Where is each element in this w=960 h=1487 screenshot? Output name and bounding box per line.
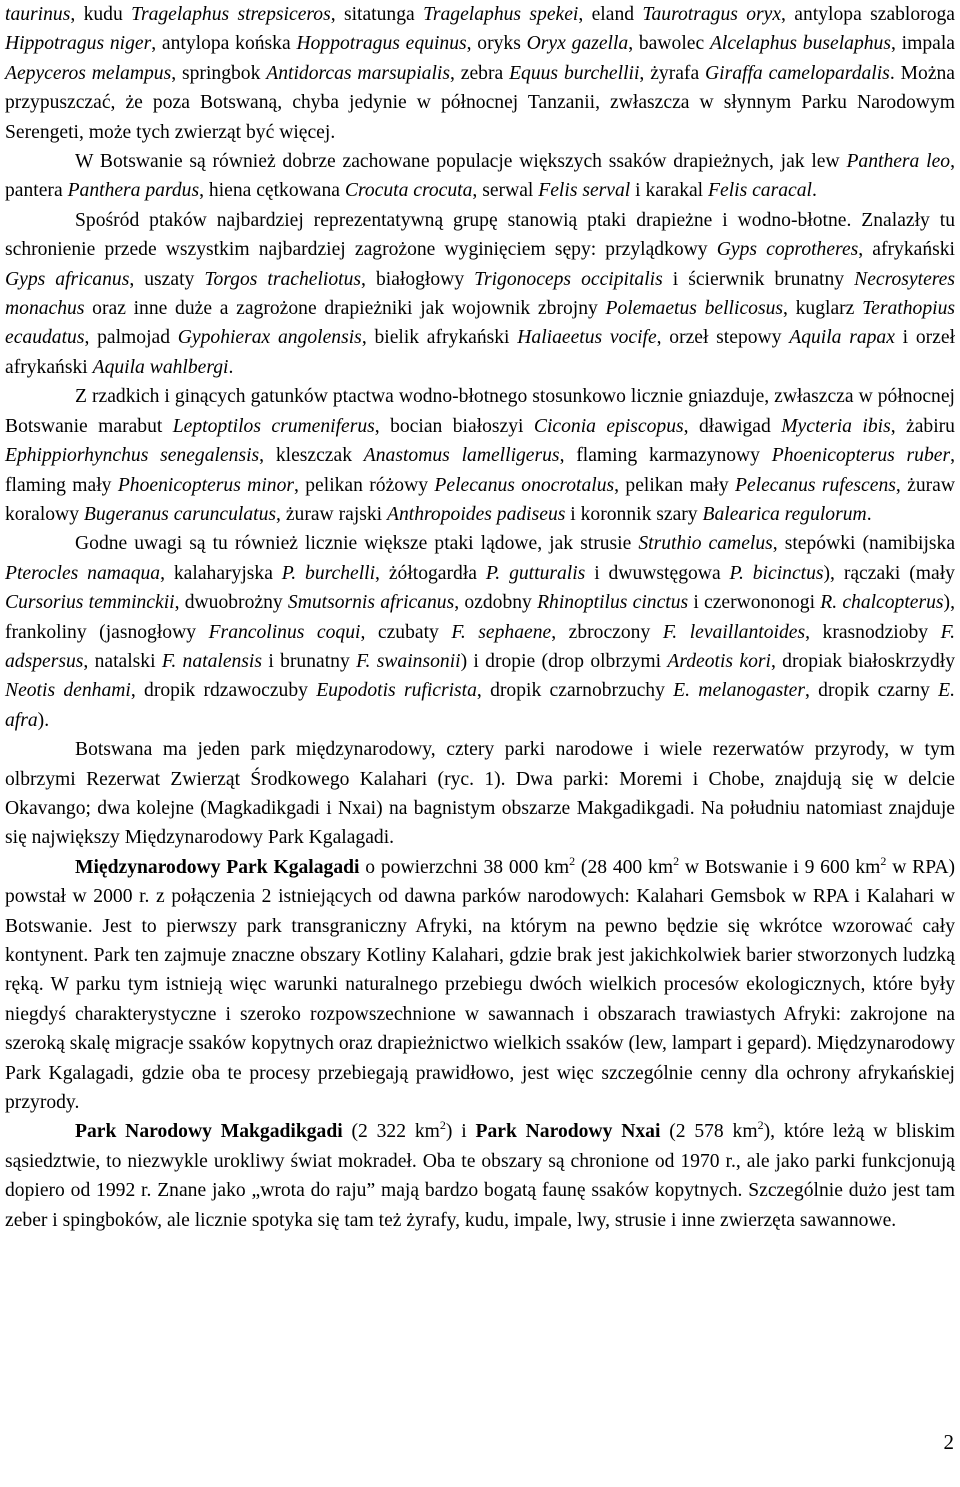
text-run: , natalski [83,650,162,672]
text-run: , impala [890,33,955,55]
text-run: , zbroczony [551,621,663,643]
italic-text: Panthera pardus [67,180,200,202]
superscript: 2 [880,853,887,868]
text-run: , oryks [466,33,527,55]
text-run: , żuraw koralowy [5,474,956,525]
italic-text: F. adspersus [5,621,955,672]
superscript: 2 [569,853,576,868]
italic-text: Equus burchellii [509,62,640,84]
italic-text: Smutsornis africanus [287,592,455,614]
text-run: , stepówki (namibijska [772,533,956,555]
text-run: , kleszczak [259,445,364,467]
text-run: , palmojad [84,327,178,349]
text-run: , flaming mały [5,445,956,496]
italic-text: P. burchelli [281,562,376,584]
text-run: (2 322 km [342,1121,440,1143]
paragraph [5,206,955,382]
italic-text: Leptoptilos crumeniferus [172,415,375,437]
italic-text: P. gutturalis [485,562,586,584]
page-number: 2 [943,1430,954,1454]
text-run: , hiena cętkowana [199,180,345,202]
italic-text: Hoppotragus equinus [296,33,467,55]
italic-text: E. melanogaster [673,680,805,702]
text-run: , żyrafa [639,62,706,84]
italic-text: Balearica regulorum [702,503,867,525]
text-run: ), frankoliny (jasnogłowy [5,592,955,643]
text-run: ). [37,709,50,731]
italic-text: E. afra [5,680,955,731]
superscript: 2 [673,853,680,868]
italic-text: Tragelaphus strepsiceros [131,4,331,25]
text-run: . [866,503,872,525]
italic-text: Torgos tracheliotus [204,268,362,290]
text-run: , białogłowy [361,268,475,290]
text-run: , flaming karmazynowy [559,445,772,467]
italic-text: Cursorius temminckii [5,592,175,614]
text-run: w Botswanie i 9 600 km [679,856,881,878]
italic-text: Tragelaphus spekei [423,4,579,25]
text-run: , sitatunga [330,4,424,25]
text-run: oraz inne duże a zagrożone drapieżniki jak wojownik zbrojny [84,298,606,320]
text-run: ), rączaki (mały [823,562,955,584]
text-run: , afrykański [858,239,956,261]
italic-text: Francolinus coqui [208,621,361,643]
text-run: , kudu [70,4,132,25]
text-run: , dławigad [683,415,782,437]
italic-text: Hippotragus niger [5,33,152,55]
italic-text: Gypohierax angolensis [177,327,362,349]
superscript: 2 [439,1118,446,1133]
document-body [5,0,955,1235]
paragraph [5,1117,955,1235]
text-run: , orzeł stepowy [656,327,790,349]
paragraph [5,735,955,853]
italic-text: Taurotragus oryx [642,4,782,25]
text-run: , serwal [472,180,539,202]
text-run: , ozdobny [454,592,538,614]
paragraph [5,382,955,529]
italic-text: Felis caracal [708,180,812,202]
paragraph [5,853,955,1118]
italic-text: Anastomus lamelligerus [363,445,560,467]
italic-text: Pelecanus onocrotalus [434,474,615,496]
bold-heading-text: Park Narodowy Nxai [475,1121,661,1143]
text-run: o powierzchni 38 000 km [359,856,570,878]
italic-text: Neotis denhami [5,680,131,702]
italic-text: Phoenicopterus ruber [771,445,951,467]
text-run: ), które leżą w bliskim sąsiedztwie, to niezwykle urokliwy świat mokradeł. Oba te obszary są chronione od 1970 r., ale jako parki funkcjonują dopiero od 1992 r. Znane jako „wrota do raju” mają bardzo bogatą faunę ssaków kopytnych. Szczególnie dużo jest tam zeber i spingboków, ale licznie spotyka się tam też żyrafy, kudu, impale, lwy, strusie i inne zwierzęta sawannowe. [5,1121,956,1231]
text-run: , springbok [171,62,267,84]
bold-heading-text: Park Narodowy Makgadikgadi [75,1121,343,1143]
text-run: ) i [445,1121,476,1143]
text-run: , kalaharyjska [160,562,282,584]
text-run: . [228,356,234,378]
text-run: i brunatny [262,650,357,672]
text-run: , uszaty [129,268,205,290]
bold-heading-text: Międzynarodowy Park Kgalagadi [75,856,360,878]
text-run: w RPA) powstał w 2000 r. z połączenia 2 istniejących od dawna parków narodowych: Kalahari Gemsbok w RPA i Kalahari w Botswanie. Jest to pierwszy park transgraniczny Afryki, na którym na pewno będzie się wkrótce wzorować cały kontynent. Park ten zajmuje znaczne obszary Kotliny Kalahari, gdzie brak jest jakichkolwiek barier stworzonych ludzką ręką. W parku tym istnieją więc warunki naturalnego przebiegu dwóch wielkich procesów ekologicznych, które były niegdyś charakterystyczne i szeroko rozpowszechnione w sawannach i obszarach trawiastych Afryki: zakrojone na szeroką skalę migracje ssaków kopytnych oraz drapieżnictwo wielkich ssaków (lew, lampart i gepard). Międzynarodowy Park Kgalagadi, gdzie oba te procesy przebiegają prawidłowo, jest więc szczególnie cenny dla ochrony afrykańskiej przyrody. [5,856,955,1114]
text-run: i orzeł afrykański [5,327,956,378]
italic-text: Terathopius ecaudatus [5,298,955,349]
text-run: , eland [578,4,643,25]
superscript: 2 [757,1118,764,1133]
italic-text: Panthera leo [846,151,951,173]
text-run: . [811,180,817,202]
text-run: i czerwononogi [688,592,821,614]
italic-text: Giraffa camelopardalis [705,62,890,84]
italic-text: Felis serval [538,180,631,202]
text-run: , dropik rdzawoczuby [130,680,317,702]
text-run: , dropik czarny [804,680,939,702]
italic-text: F. levaillantoides [662,621,806,643]
italic-text: Trigonoceps occipitalis [474,268,663,290]
italic-text: Crocuta crocuta [344,180,473,202]
italic-text: F. natalensis [161,650,263,672]
italic-text: Pelecanus rufescens [735,474,896,496]
italic-text: P. bicinctus [729,562,824,584]
text-run: , dropik czarnobrzuchy [476,680,674,702]
text-run: . Można przypuszczać, że poza Botswaną, chyba jedynie w północnej Tanzanii, zwłaszcza w słynnym Parku Narodowym Serengeti, może tych zwierząt być więcej. [5,62,956,143]
italic-text: Oryx gazella [526,33,629,55]
text-run: , dropiak białoskrzydły [770,650,955,672]
italic-text: F. sephaene [451,621,552,643]
text-run: , pantera [5,151,955,202]
text-run: , żółtogardła [375,562,486,584]
text-run: , bawolec [628,33,710,55]
italic-text: Ardeotis kori [667,650,771,672]
text-run: W Botswanie są również dobrze zachowane populacje większych ssaków drapieżnych, jak lew [75,151,847,173]
text-run: i dwuwstęgowa [585,562,730,584]
text-run: , krasnodzioby [805,621,941,643]
text-run: , antylopa szabloroga [781,4,955,25]
italic-text: Eupodotis ruficrista [316,680,477,702]
text-run: i karakal [630,180,709,202]
text-run: (2 578 km [660,1121,758,1143]
text-run: ) i dropie (drop olbrzymi [460,650,668,672]
text-run: Z rzadkich i ginących gatunków ptactwa wodno-błotnego stosunkowo licznie gniazduje, zwłaszcza w północnej Botswanie marabut [5,386,955,437]
paragraph [5,0,955,147]
text-run: , żabiru [890,415,955,437]
italic-text: R. chalcopterus [820,592,944,614]
text-run: , antylopa końska [151,33,297,55]
paragraph [5,147,955,206]
text-run: , kuglarz [783,298,863,320]
text-run: , żuraw rajski [276,503,388,525]
italic-text: Gyps africanus [5,268,130,290]
text-run: Spośród ptaków najbardziej reprezentatywną grupę stanowią ptaki drapieżne i wodno-błotne. Znalazły tu schronienie przede wszystkim najbardziej zagrożone wyginięciem sępy: przylądkowy [5,209,955,261]
text-run: , czubaty [360,621,452,643]
italic-text: Aepyceros melampus [5,62,172,84]
text-run: (28 400 km [575,856,674,878]
text-run: , bielik afrykański [361,327,518,349]
italic-text: Struthio camelus [638,533,773,555]
italic-text: Aquila wahlbergi [92,356,229,378]
italic-text: Phoenicopterus minor [117,474,294,496]
italic-text: Polemaetus bellicosus [605,298,783,320]
italic-text: Antidorcas marsupialis [266,62,450,84]
italic-text: Ciconia episcopus [533,415,684,437]
text-run: Botswana ma jeden park międzynarodowy, cztery parki narodowe i wiele rezerwatów przyrody, w tym olbrzymi Rezerwat Zwierząt Środkowego Kalahari (ryc. 1). Dwa parki: Moremi i Chobe, znajdują się w delcie Okavango; dwa kolejne (Magkadikgadi i Nxai) na bagnistym obszarze Makgadikgadi. Na południu natomiast znajduje się największy Międzynarodowy Park Kgalagadi. [5,739,955,849]
text-run: , dwuobrożny [174,592,288,614]
italic-text: Bugeranus carunculatus [83,503,277,525]
italic-text: Anthropoides padiseus [387,503,566,525]
paragraph [5,529,955,735]
italic-text: Aquila rapax [789,327,895,349]
italic-text: Haliaeetus vocife [517,327,657,349]
text-run: , pelikan mały [614,474,735,496]
italic-text: Rhinoptilus cinctus [537,592,689,614]
italic-text: Pterocles namaqua [5,562,161,584]
text-run: Godne uwagi są tu również licznie większe ptaki lądowe, jak strusie [75,533,639,555]
italic-text: F. swainsonii [356,650,461,672]
italic-text: taurinus [5,4,71,25]
italic-text: Gyps coprotheres [716,239,859,261]
text-run: , bocian białoszyi [374,415,534,437]
italic-text: Mycteria ibis [781,415,891,437]
text-run: i ścierwnik brunatny [662,268,855,290]
italic-text: Alcelaphus buselaphus [709,33,891,55]
italic-text: Necrosyteres monachus [5,268,955,320]
italic-text: Ephippiorhynchus senegalensis [5,445,260,467]
text-run: , zebra [449,62,510,84]
text-run: i koronnik szary [565,503,703,525]
text-run: , pelikan różowy [294,474,435,496]
